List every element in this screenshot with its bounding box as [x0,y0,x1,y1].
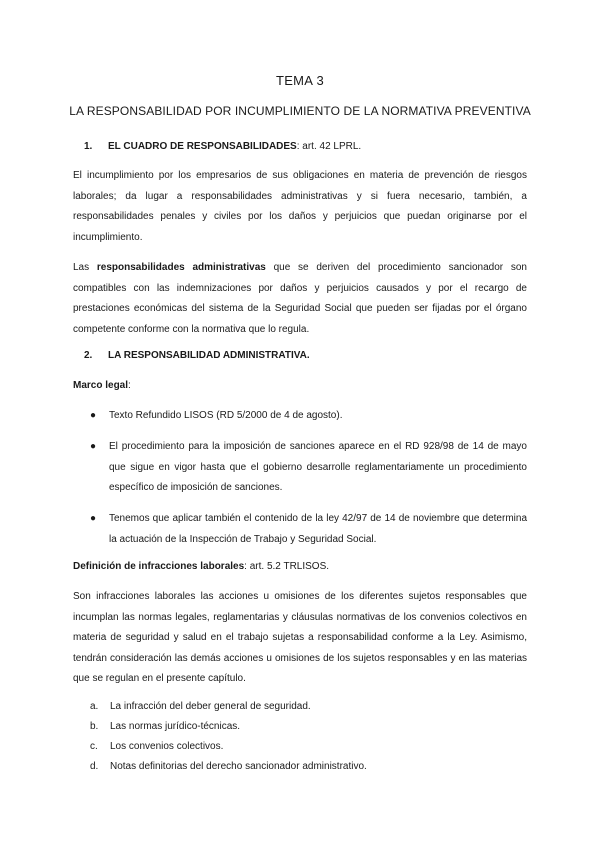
list-item [90,721,240,732]
bullet-text: El procedimiento para la imposición de sanciones aparece en el RD 928/98 de 14 de mayo que sigue en vigor hasta que el gobierno desarrolle reglamentariamente un procedimiento específico de imposición de sanciones. [109,441,527,493]
definicion-label [73,561,329,572]
bullet-item [90,437,527,499]
bullet-text: Tenemos que aplicar también el contenido de la ley 42/97 de 14 de noviembre que determina la actuación de la Inspección de Trabajo y Seguridad Social. [109,513,527,545]
marco-legal-suffix: : [128,380,131,391]
marco-legal-label [73,380,131,391]
section-1-title: EL CUADRO DE RESPONSABILIDADES [108,141,297,152]
topic-heading: TEMA 3 [275,73,325,88]
list-item [90,701,311,712]
section-2-heading [84,350,310,361]
list-text: Las normas jurídico-técnicas. [110,721,241,732]
section-1-ref: : art. 42 LPRL. [296,141,362,152]
paragraph-infracciones: Son infracciones laborales las acciones u omisiones de los diferentes sujetos responsables que incumplan las normas legales, reglamentarias y cláusulas normativas de los convenios colectivos en materia de seguridad y salud en el trabajo sujetas a responsabilidad conforme a la Ley. Asimismo, tendrán consideración las demás acciones u omisiones de los sujetos responsables y en las materias que se regulan en el presente capítulo. [73,591,527,684]
bullet-dot-icon: ● [90,513,97,524]
para2-post: que se deriven del procedimiento sancionador son compatibles con las indemnizaciones por daños y perjuicios causados y por el recargo de prestaciones económicas del sistema de la Seguridad Social que pueden ser fijadas por el órgano competente conforme con la normativa que lo regula. [73,262,527,335]
para2-pre: Las [73,262,97,273]
bullet-item [90,406,527,427]
bullet-dot-icon: ● [90,441,97,452]
definicion-ref: : art. 5.2 TRLISOS. [244,561,330,572]
list-letter: d. [90,761,99,772]
bullet-text: Texto Refundido LISOS (RD 5/2000 de 4 de agosto). [109,410,343,421]
list-letter: a. [90,701,99,712]
list-letter: c. [90,741,98,752]
section-2-title: LA RESPONSABILIDAD ADMINISTRATIVA. [108,350,310,361]
marco-legal-bold: Marco legal [73,380,129,391]
topic-title: LA RESPONSABILIDAD POR INCUMPLIMIENTO DE LA NORMATIVA PREVENTIVA [69,104,531,118]
list-text: La infracción del deber general de seguridad. [110,701,311,712]
list-text: Notas definitorias del derecho sancionador administrativo. [110,761,367,772]
list-text: Los convenios colectivos. [110,741,224,752]
definicion-bold: Definición de infracciones laborales [73,561,245,572]
para2-bold: responsabilidades administrativas [96,262,266,273]
section-2-number: 2. [84,350,93,361]
list-item [90,741,223,752]
paragraph-incumplimiento: El incumplimiento por los empresarios de sus obligaciones en materia de prevención de riesgos laborales; da lugar a responsabilidades administrativas y si fuera necesario, también, a responsabilidades penales y civiles por los daños y perjuicios que puedan originarse por el incumplimiento. [73,170,527,243]
bullet-item [90,509,527,550]
section-1-number: 1. [84,141,93,152]
list-item [90,761,367,772]
list-letter: b. [90,721,99,732]
paragraph-responsabilidades [73,258,527,340]
section-1-heading [84,141,361,152]
bullet-dot-icon: ● [90,410,97,421]
